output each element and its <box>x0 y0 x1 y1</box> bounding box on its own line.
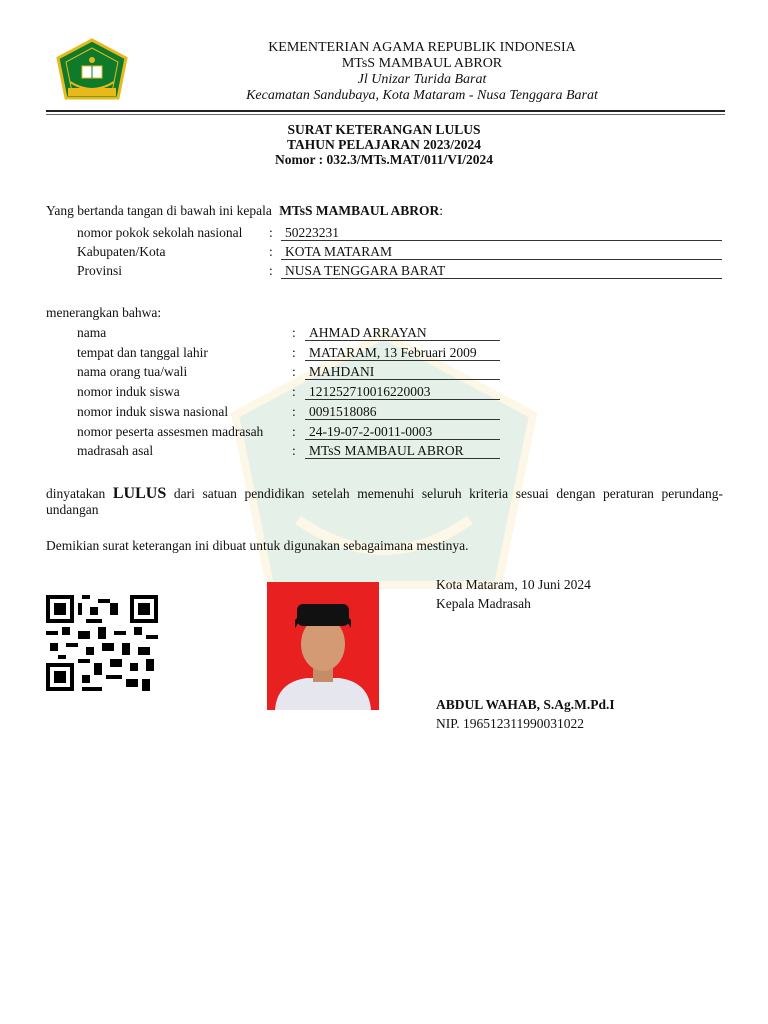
signatory-name: ABDUL WAHAB, S.Ag.M.Pd.I <box>436 697 615 712</box>
header-divider-thin <box>46 114 725 115</box>
status-lulus: LULUS <box>112 485 167 502</box>
student-value-ortu: MAHDANI <box>305 363 500 380</box>
field-label-kota: Kabupaten/Kota <box>77 244 166 259</box>
signatory-nip: NIP. 196512311990031022 <box>436 716 585 731</box>
statement-rest: dari satuan pendidikan setelah memenuhi seluruh kriteria sesuai dengan peraturan perundang-undangan <box>46 486 724 517</box>
declare-line: menerangkan bahwa: <box>46 305 162 320</box>
field-colon: : <box>292 325 296 340</box>
field-value-provinsi: NUSA TENGGARA BARAT <box>281 262 722 279</box>
school-name: MTsS MAMBAUL ABROR <box>341 56 503 71</box>
intro-line <box>46 203 443 219</box>
student-label-asal: madrasah asal <box>77 443 154 458</box>
student-value-nis: 121252710016220003 <box>305 383 500 400</box>
student-photo <box>267 582 379 710</box>
student-value-nisn: 0091518086 <box>305 403 500 420</box>
student-label-peserta: nomor peserta assesmen madrasah <box>77 424 264 439</box>
qr-code <box>46 595 158 691</box>
signature-place-date: Kota Mataram, 10 Juni 2024 <box>436 577 591 592</box>
field-colon: : <box>292 424 296 439</box>
student-label-ttl: tempat dan tanggal lahir <box>77 345 208 360</box>
field-colon: : <box>292 364 296 379</box>
field-colon: : <box>269 225 273 240</box>
field-label-provinsi: Provinsi <box>77 263 123 278</box>
student-label-nama: nama <box>77 325 107 340</box>
intro-text: Yang bertanda tangan di bawah ini kepala <box>46 203 272 218</box>
field-colon: : <box>292 443 296 458</box>
header-divider <box>46 110 725 112</box>
student-label-ortu: nama orang tua/wali <box>77 364 188 379</box>
document-title: SURAT KETERANGAN LULUS <box>287 122 481 137</box>
field-colon: : <box>292 345 296 360</box>
student-value-nama: AHMAD ARRAYAN <box>305 324 500 341</box>
document-number: Nomor : 032.3/MTs.MAT/011/VI/2024 <box>274 152 493 167</box>
ministry-name: KEMENTERIAN AGAMA REPUBLIK INDONESIA <box>268 40 576 55</box>
field-colon: : <box>292 384 296 399</box>
school-address: Jl Unizar Turida Barat <box>357 72 487 87</box>
ministry-logo <box>52 38 132 104</box>
intro-school: MTsS MAMBAUL ABROR <box>279 203 440 218</box>
school-district: Kecamatan Sandubaya, Kota Mataram - Nusa Tenggara Barat <box>246 88 598 103</box>
field-colon: : <box>269 263 273 278</box>
intro-colon: : <box>439 203 443 218</box>
field-colon: : <box>269 244 273 259</box>
signature-position: Kepala Madrasah <box>436 596 531 611</box>
academic-year: TAHUN PELAJARAN 2023/2024 <box>286 137 481 152</box>
student-value-ttl: MATARAM, 13 Februari 2009 <box>305 344 500 361</box>
field-value-npsn: 50223231 <box>281 224 722 241</box>
student-value-peserta: 24-19-07-2-0011-0003 <box>305 423 500 440</box>
student-label-nis: nomor induk siswa <box>77 384 180 399</box>
field-colon: : <box>292 404 296 419</box>
student-label-nisn: nomor induk siswa nasional <box>77 404 229 419</box>
closing-statement: Demikian surat keterangan ini dibuat untuk digunakan sebagaimana mestinya. <box>46 538 469 553</box>
field-label-npsn: nomor pokok sekolah nasional <box>77 225 243 240</box>
statement-prefix: dinyatakan <box>46 486 106 501</box>
field-value-kota: KOTA MATARAM <box>281 243 722 260</box>
student-value-asal: MTsS MAMBAUL ABROR <box>305 442 500 459</box>
graduation-statement <box>46 486 723 518</box>
